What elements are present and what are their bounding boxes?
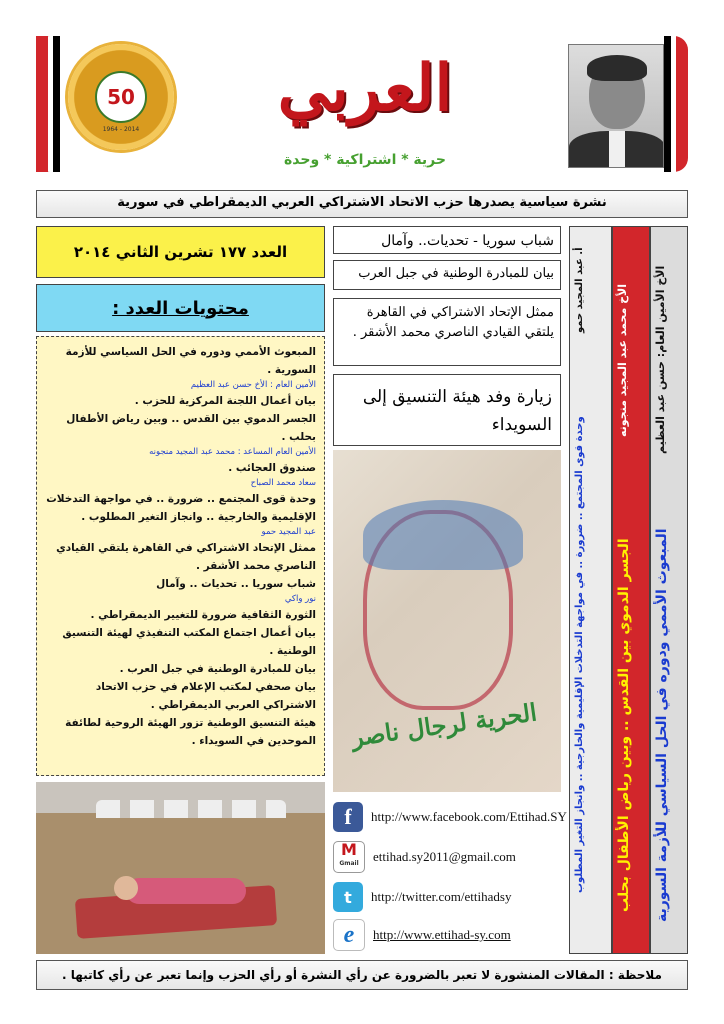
headline-sweida[interactable]: زيارة وفد هيئة التنسيق إلى السويداء: [333, 374, 561, 446]
refugee-child-photo: [36, 782, 325, 954]
toc-heading-box: [36, 284, 325, 332]
tagline: حرية * اشتراكية * وحدة: [284, 152, 446, 168]
footer-note: ملاحظة : المقالات المنشورة لا تعبر بالضرورة عن رأي النشرة أو رأي الحزب وإنما تعبر عن رأي كاتبها .: [36, 960, 688, 990]
toc-item[interactable]: هيئة التنسيق الوطنية تزور الهيئة الروحية لطائفة الموحدين في السويداء .: [65, 717, 316, 747]
seal-number: 50: [107, 85, 135, 109]
facebook-link[interactable]: http://www.facebook.com/Ettihad.SY: [371, 809, 567, 824]
toc-item[interactable]: ممثل الإتحاد الاشتراكي في القاهرة يلتقي القيادي الناصري محمد الأشقر .: [56, 542, 316, 572]
toc-item[interactable]: السورية . الأمين العام : الأخ حسن عبد العظيم: [190, 364, 316, 390]
gmail-link[interactable]: ettihad.sy2011@gmail.com: [373, 849, 516, 864]
toc-item[interactable]: المبعوث الأممي ودوره في الحل السياسي للأزمة: [65, 346, 316, 358]
graffiti-text: الحرية لرجال ناصر: [349, 697, 539, 753]
headline-youth[interactable]: شباب سوريا - تحديات.. وآمال: [333, 226, 561, 254]
flag-right-curve: [664, 36, 688, 172]
vertical-headline-2[interactable]: الجسر الدموي بين القدس .. وبين رياض الأطفال بحلب: [616, 538, 632, 912]
issue-label: العدد ١٧٧ تشرين الثاني ٢٠١٤: [73, 243, 288, 261]
vertical-headline-3[interactable]: وحدة قوى المجتمع .. ضرورة .. في مواجهة التدخلات الإقليمية والخارجية .. وانجاز التغير المطلوب: [574, 416, 585, 894]
vertical-author-3: أ. عبد المجيد حمو: [574, 247, 585, 333]
portrait-hair: [587, 55, 647, 81]
flag-left-curve: [36, 36, 60, 172]
toc-heading: محتويات العدد :: [112, 297, 249, 319]
publication-banner: نشرة سياسية يصدرها حزب الاتحاد الاشتراكي العربي الديمقراطي في سورية: [36, 190, 688, 218]
gmail-row[interactable]: [333, 840, 567, 874]
toc-item[interactable]: بيان صحفي لمكتب الإعلام في حزب الاتحاد الاشتراكي العربي الديمقراطي .: [95, 681, 316, 711]
website-row[interactable]: [333, 918, 567, 952]
graffiti-hair: [363, 500, 523, 570]
graffiti-image: [333, 450, 561, 792]
twitter-link[interactable]: http://twitter.com/ettihadsy: [371, 889, 512, 904]
twitter-row[interactable]: [333, 880, 567, 914]
toc-item[interactable]: بيان أعمال اجتماع المكتب التنفيذي لهيئة التنسيق الوطنية .: [62, 627, 316, 657]
portrait-photo: [568, 44, 664, 168]
headline-cairo[interactable]: ممثل الإتحاد الاشتراكي في القاهرة يلتقي القيادي الناصري محمد الأشقر .: [333, 298, 561, 366]
vertical-author-1: الأخ الأمين العام: حسن عبد العظيم: [654, 265, 667, 455]
toc-item[interactable]: بيان أعمال اللجنة المركزية للحزب .: [134, 395, 316, 407]
toc-item[interactable]: الجسر الدموي بين القدس .. وبين رياض الأطفال بحلب . الأمين العام المساعد : محمد عبد المجيد منجونه: [66, 413, 316, 457]
seal-inner: [95, 71, 147, 123]
headline-initiative[interactable]: بيان للمبادرة الوطنية في جبل العرب: [333, 260, 561, 290]
photo-child-head: [114, 876, 138, 900]
gmail-icon: M Gmail: [333, 841, 365, 873]
vertical-headline-1[interactable]: المبعوث الأممي ودوره في الحل السياسي للأزمة السورية: [654, 528, 670, 922]
facebook-row[interactable]: [333, 800, 567, 834]
twitter-icon: t: [333, 882, 363, 912]
table-of-contents: [36, 336, 325, 776]
toc-item[interactable]: وحدة قوى المجتمع .. ضرورة .. في مواجهة التدخلات الإقليمية والخارجية .. وانجاز التغير المطلوب . عبد المجيد حمو: [46, 493, 316, 537]
vertical-author-2: الأخ محمد عبد المجيد منجونه: [616, 283, 629, 437]
website-link[interactable]: http://www.ettihad-sy.com: [373, 927, 511, 942]
toc-item[interactable]: شباب سوريا .. تحديات .. وآمال نور واكي: [156, 578, 316, 604]
gmail-icon-label: Gmail: [339, 860, 359, 867]
seal-years: 1964 - 2014: [102, 126, 140, 133]
toc-item[interactable]: بيان للمبادرة الوطنية في جبل العرب .: [119, 663, 316, 675]
photo-tents: [96, 800, 286, 818]
portrait-shirt: [609, 131, 625, 168]
issue-box: [36, 226, 325, 278]
party-seal: [68, 44, 174, 150]
internet-explorer-icon: e: [333, 919, 365, 951]
toc-item[interactable]: صندوق العجائب . سعاد محمد الصباح: [228, 462, 316, 488]
masthead-title: العربي: [277, 51, 453, 126]
toc-item[interactable]: الثورة الثقافية ضرورة للتغيير الديمقراطي .: [90, 609, 316, 621]
photo-child: [126, 878, 246, 904]
facebook-icon: f: [333, 802, 363, 832]
